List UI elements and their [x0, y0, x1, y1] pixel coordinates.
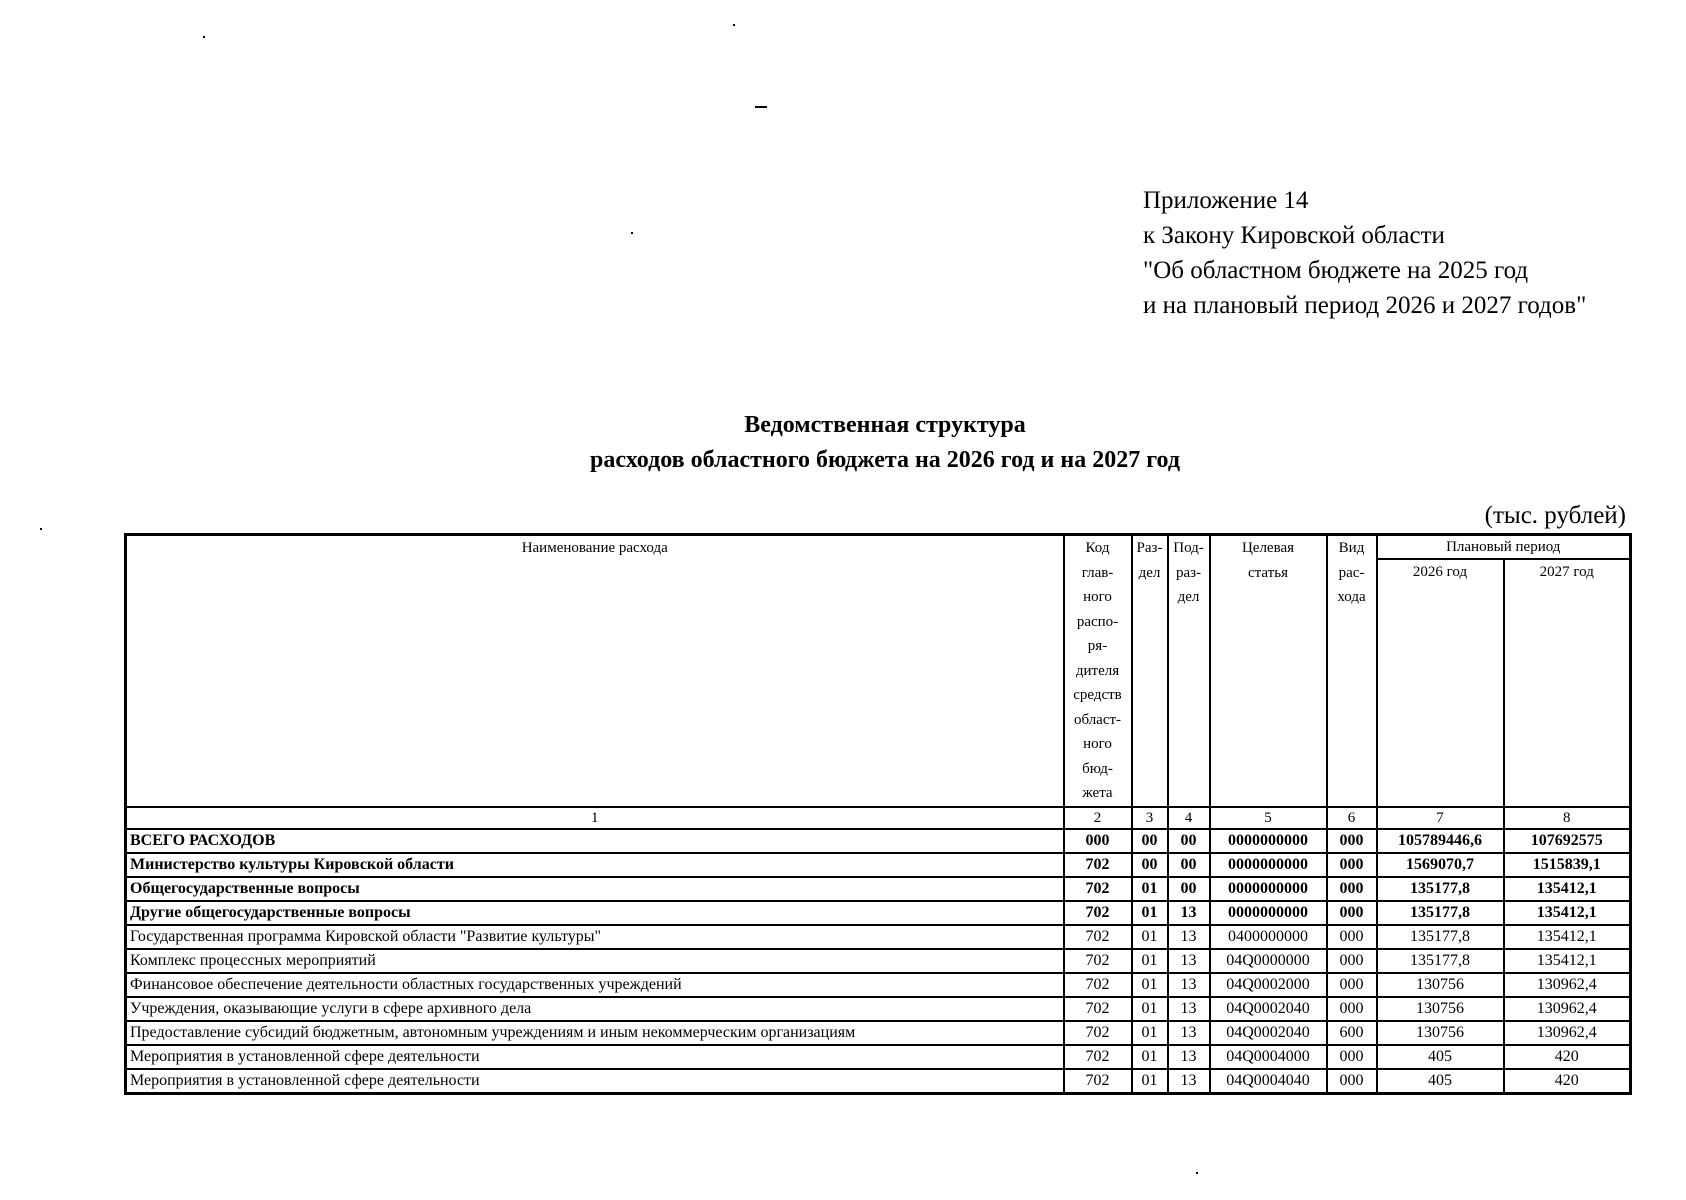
row-amount-2027: 135412,1	[1504, 877, 1631, 901]
table-row	[126, 1045, 1631, 1069]
table-row	[126, 1069, 1631, 1094]
table-row	[126, 829, 1631, 853]
row-target-article: 0000000000	[1210, 877, 1327, 901]
row-subsection: 13	[1168, 949, 1210, 973]
header-line: дел	[1177, 589, 1200, 605]
table-row	[126, 901, 1631, 925]
row-name: Другие общегосударственные вопросы	[126, 901, 1064, 925]
row-subsection: 13	[1168, 925, 1210, 949]
row-expense-kind: 000	[1327, 949, 1377, 973]
scan-artifact-dot	[733, 24, 735, 26]
row-expense-kind: 000	[1327, 829, 1377, 853]
row-target-article: 0000000000	[1210, 853, 1327, 877]
table-row	[126, 997, 1631, 1021]
row-amount-2027: 130962,4	[1504, 973, 1631, 997]
header-row-1	[126, 535, 1631, 560]
row-amount-2027: 420	[1504, 1045, 1631, 1069]
row-amount-2026: 130756	[1377, 997, 1504, 1021]
row-amount-2026: 135177,8	[1377, 925, 1504, 949]
header-line: рас-	[1338, 564, 1365, 581]
header-target-article	[1210, 535, 1327, 808]
row-amount-2027: 420	[1504, 1069, 1631, 1094]
table-row	[126, 853, 1631, 877]
header-line: ного	[1083, 736, 1112, 752]
row-expense-kind: 000	[1327, 925, 1377, 949]
row-target-article: 0400000000	[1210, 925, 1327, 949]
row-expense-kind: 000	[1327, 1045, 1377, 1069]
row-subsection: 13	[1168, 997, 1210, 1021]
title-line-2: расходов областного бюджета на 2026 год и на 2027 год	[590, 447, 1180, 473]
header-line: хода	[1337, 589, 1366, 605]
row-expense-kind: 000	[1327, 853, 1377, 877]
row-grantor-code: 702	[1064, 925, 1132, 949]
row-subsection: 13	[1168, 1021, 1210, 1045]
scan-artifact-dot	[631, 232, 633, 234]
annex-note	[1143, 183, 1586, 323]
row-grantor-code: 702	[1064, 901, 1132, 925]
row-section: 01	[1132, 997, 1168, 1021]
column-number: 4	[1168, 807, 1210, 829]
header-line: ря-	[1087, 638, 1108, 654]
column-number: 8	[1504, 807, 1631, 829]
header-line: ного	[1083, 589, 1112, 605]
row-section: 01	[1132, 877, 1168, 901]
row-grantor-code: 702	[1064, 1069, 1132, 1094]
row-section: 00	[1132, 829, 1168, 853]
header-line: Под-	[1173, 540, 1204, 556]
row-amount-2027: 1515839,1	[1504, 853, 1631, 877]
row-section: 00	[1132, 853, 1168, 877]
row-amount-2026: 135177,8	[1377, 877, 1504, 901]
header-line: статья	[1248, 564, 1288, 581]
units-label: (тыс. рублей)	[1484, 502, 1626, 529]
row-section: 01	[1132, 1045, 1168, 1069]
row-subsection: 00	[1168, 829, 1210, 853]
row-expense-kind: 000	[1327, 973, 1377, 997]
scan-artifact-dot	[203, 36, 205, 38]
row-grantor-code: 702	[1064, 877, 1132, 901]
row-amount-2027: 135412,1	[1504, 949, 1631, 973]
scan-artifact-dash	[755, 106, 767, 108]
annex-line: к Закону Кировской области	[1143, 222, 1445, 249]
row-expense-kind: 000	[1327, 877, 1377, 901]
row-section: 01	[1132, 973, 1168, 997]
row-target-article: 04Q0000000	[1210, 949, 1327, 973]
row-name: Учреждения, оказывающие услуги в сфере архивного дела	[126, 997, 1064, 1021]
annex-line: Приложение 14	[1143, 187, 1309, 214]
row-section: 01	[1132, 1069, 1168, 1094]
row-name: ВСЕГО РАСХОДОВ	[126, 829, 1064, 853]
column-numbers-row	[126, 807, 1631, 829]
row-grantor-code: 000	[1064, 829, 1132, 853]
column-number: 5	[1210, 807, 1327, 829]
row-amount-2026: 105789446,6	[1377, 829, 1504, 853]
title-line-1: Ведомственная структура	[744, 412, 1026, 438]
header-line: дел	[1138, 564, 1161, 581]
row-amount-2027: 107692575	[1504, 829, 1631, 853]
header-grantor-code	[1064, 535, 1132, 808]
header-subsection	[1168, 535, 1210, 808]
column-number: 2	[1064, 807, 1132, 829]
row-name: Министерство культуры Кировской области	[126, 853, 1064, 877]
header-line: бюд-	[1082, 760, 1113, 777]
row-expense-kind: 000	[1327, 997, 1377, 1021]
row-expense-kind: 600	[1327, 1021, 1377, 1045]
header-line: жета	[1082, 785, 1113, 801]
row-amount-2026: 135177,8	[1377, 901, 1504, 925]
header-line: област-	[1073, 711, 1122, 728]
header-name: Наименование расхода	[126, 535, 1064, 808]
row-name: Мероприятия в установленной сфере деятельности	[126, 1045, 1064, 1069]
row-amount-2027: 130962,4	[1504, 997, 1631, 1021]
row-grantor-code: 702	[1064, 1021, 1132, 1045]
header-line: раз-	[1175, 564, 1202, 581]
row-expense-kind: 000	[1327, 901, 1377, 925]
row-name: Финансовое обеспечение деятельности областных государственных учреждений	[126, 973, 1064, 997]
scan-artifact-dot	[40, 528, 42, 530]
row-subsection: 00	[1168, 853, 1210, 877]
row-target-article: 04Q0002040	[1210, 1021, 1327, 1045]
header-line: Вид	[1338, 540, 1365, 556]
row-subsection: 13	[1168, 973, 1210, 997]
table-row	[126, 973, 1631, 997]
header-section	[1132, 535, 1168, 808]
row-amount-2027: 135412,1	[1504, 901, 1631, 925]
document-title	[540, 408, 1230, 478]
header-line: глав-	[1081, 564, 1114, 581]
header-line: Раз-	[1136, 540, 1163, 556]
row-grantor-code: 702	[1064, 853, 1132, 877]
header-year-2026: 2026 год	[1377, 559, 1504, 807]
table-row	[126, 925, 1631, 949]
row-target-article: 04Q0002000	[1210, 973, 1327, 997]
row-target-article: 04Q0004000	[1210, 1045, 1327, 1069]
annex-line: "Об областном бюджете на 2025 год	[1143, 257, 1529, 284]
header-expense-kind	[1327, 535, 1377, 808]
scan-artifact-dot	[1196, 1172, 1198, 1174]
column-number: 3	[1132, 807, 1168, 829]
row-name: Мероприятия в установленной сфере деятельности	[126, 1069, 1064, 1094]
row-subsection: 13	[1168, 1069, 1210, 1094]
row-grantor-code: 702	[1064, 949, 1132, 973]
row-target-article: 0000000000	[1210, 901, 1327, 925]
row-amount-2026: 135177,8	[1377, 949, 1504, 973]
row-target-article: 0000000000	[1210, 829, 1327, 853]
header-planned-period: Плановый период	[1377, 535, 1631, 560]
row-section: 01	[1132, 901, 1168, 925]
row-amount-2027: 135412,1	[1504, 925, 1631, 949]
column-number: 6	[1327, 807, 1377, 829]
row-name: Государственная программа Кировской области "Развитие культуры"	[126, 925, 1064, 949]
row-section: 01	[1132, 925, 1168, 949]
row-subsection: 13	[1168, 1045, 1210, 1069]
row-section: 01	[1132, 1021, 1168, 1045]
table-row	[126, 1021, 1631, 1045]
table-row	[126, 877, 1631, 901]
row-grantor-code: 702	[1064, 997, 1132, 1021]
row-subsection: 00	[1168, 877, 1210, 901]
header-line: Целевая	[1241, 540, 1295, 556]
row-amount-2026: 405	[1377, 1069, 1504, 1094]
row-target-article: 04Q0002040	[1210, 997, 1327, 1021]
row-amount-2026: 405	[1377, 1045, 1504, 1069]
row-amount-2027: 130962,4	[1504, 1021, 1631, 1045]
annex-line: и на плановый период 2026 и 2027 годов"	[1143, 292, 1587, 319]
header-line: распо-	[1076, 613, 1119, 630]
expenditure-table	[124, 533, 1632, 1095]
row-section: 01	[1132, 949, 1168, 973]
header-line: средств	[1073, 687, 1122, 703]
column-number: 7	[1377, 807, 1504, 829]
header-line: дителя	[1075, 662, 1120, 679]
row-amount-2026: 130756	[1377, 1021, 1504, 1045]
header-line: Код	[1085, 540, 1110, 556]
row-target-article: 04Q0004040	[1210, 1069, 1327, 1094]
row-grantor-code: 702	[1064, 1045, 1132, 1069]
header-year-2027: 2027 год	[1504, 559, 1631, 807]
row-amount-2026: 1569070,7	[1377, 853, 1504, 877]
row-name: Общегосударственные вопросы	[126, 877, 1064, 901]
table-row	[126, 949, 1631, 973]
row-grantor-code: 702	[1064, 973, 1132, 997]
column-number: 1	[126, 807, 1064, 829]
row-name: Комплекс процессных мероприятий	[126, 949, 1064, 973]
row-subsection: 13	[1168, 901, 1210, 925]
row-name: Предоставление субсидий бюджетным, автономным учреждениям и иным некоммерческим организациям	[126, 1021, 1064, 1045]
row-expense-kind: 000	[1327, 1069, 1377, 1094]
row-amount-2026: 130756	[1377, 973, 1504, 997]
